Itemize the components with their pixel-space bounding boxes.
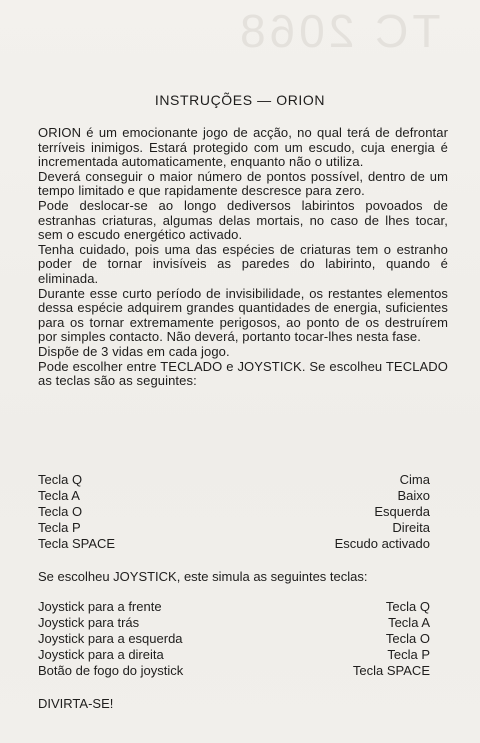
key-action: Baixo — [397, 488, 430, 503]
key-action: Direita — [392, 520, 430, 535]
paragraph: Durante esse curto período de invisibilidade, os restantes elementos dessa espécie adquirem grandes quantidades de energia, suficientes para os tornar extremamente perigosos, ao ponto de os destruírem por simples contacto. Não deverá, portanto tocar-lhes nesta fase. — [38, 285, 448, 345]
list-item — [38, 647, 430, 663]
paragraph: Dispõe de 3 vidas em cada jogo. — [38, 343, 230, 359]
list-item — [38, 504, 430, 520]
key-name: Tecla Q — [385, 599, 430, 614]
key-name: Tecla A — [388, 615, 430, 630]
key-name: Tecla Q — [38, 472, 83, 487]
key-name: Tecla A — [38, 488, 80, 503]
key-name: Tecla O — [38, 504, 83, 519]
key-action: Esquerda — [374, 504, 430, 519]
key-action: Escudo activado — [334, 536, 430, 551]
list-item — [38, 599, 430, 615]
key-action: Cima — [399, 472, 430, 487]
paragraph: ORION é um emocionante jogo de acção, no qual terá de defrontar terríveis inimigos. Estará protegido com um escudo, cuja energia é incrementada automaticamente, enquanto não o utiliza. — [38, 125, 448, 170]
key-name: Tecla SPACE — [352, 663, 430, 678]
joystick-action: Joystick para a frente — [38, 599, 162, 614]
joystick-key-list — [38, 599, 430, 679]
paragraph: Tenha cuidado, pois uma das espécies de criaturas tem o estranho poder de tornar invisíveis as paredes do labirinto, quando é eliminada. — [38, 241, 448, 286]
joystick-action: Joystick para trás — [38, 615, 140, 630]
list-item — [38, 663, 430, 679]
list-item — [38, 536, 430, 552]
list-item — [38, 631, 430, 647]
key-name: Tecla SPACE — [38, 536, 116, 551]
key-name: Tecla O — [385, 631, 430, 646]
paragraph: Pode deslocar-se ao longo dediversos labirintos povoados de estranhas criaturas, algumas delas mortais, no caso de lhes tocar, sem o escudo energético activado. — [38, 197, 448, 243]
bleed-through-text: TC 2068 — [235, 5, 440, 57]
joystick-action: Botão de fogo do joystick — [38, 663, 184, 678]
key-name: Tecla P — [38, 520, 81, 535]
paragraph: Pode escolher entre TECLADO e JOYSTICK. Se escolheu TECLADO as teclas são as seguintes: — [38, 358, 448, 389]
list-item — [38, 615, 430, 631]
joystick-action: Joystick para a esquerda — [38, 631, 183, 646]
list-item — [38, 488, 430, 504]
list-item — [38, 520, 430, 536]
joystick-action: Joystick para a direita — [38, 647, 164, 662]
closing-text: DIVIRTA-SE! — [38, 696, 114, 711]
page-title: INSTRUÇÕES — ORION — [154, 92, 326, 108]
instructions-body — [38, 126, 448, 389]
list-item — [38, 472, 430, 488]
key-name: Tecla P — [387, 647, 430, 662]
joystick-intro: Se escolheu JOYSTICK, este simula as seguintes teclas: — [38, 569, 368, 584]
paragraph: Deverá conseguir o maior número de pontos possível, dentro de um tempo limitado e que rapidamente descresce para zero. — [38, 168, 448, 199]
keyboard-key-list — [38, 472, 430, 552]
